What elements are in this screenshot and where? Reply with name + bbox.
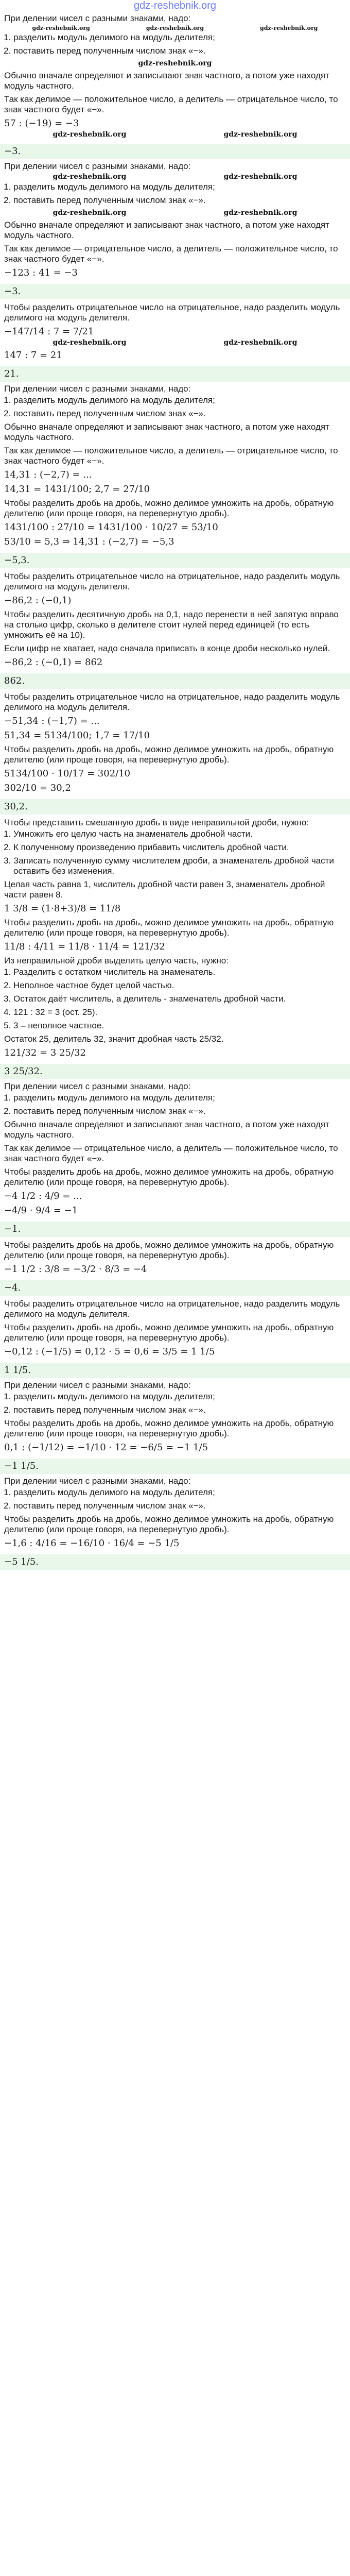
formula: 302/10 = 30,2 [4,783,71,793]
formula: −4/9 · 9/4 = −1 [4,1205,78,1216]
formula: −51,34 : (−1,7) = ... [4,716,100,726]
rule-step: 1. разделить модуль делимого на модуль делителя; [13,182,346,192]
rule-intro: При делении чисел с разными знаками, надо: [4,1081,191,1091]
formula: 51,34 = 5134/100; 1,7 = 17/10 [4,730,150,741]
rule-paragraph: Чтобы разделить дробь на дробь, можно делимое умножить на дробь, обратную делителю (или проще говоря, на перевернутую дробь). [4,1167,334,1187]
watermark: gdz-reshebnik.org [32,25,90,31]
formula: 11/8 : 4/11 = 11/8 · 11/4 = 121/32 [4,941,165,952]
rule-paragraph: Чтобы разделить отрицательное число на отрицательное, надо разделить модуль делимого на модуль делителя. [4,302,340,323]
formula: 14,31 = 1431/100; 2,7 = 27/10 [4,484,150,495]
formula: −4 1/2 : 4/9 = ... [4,1191,82,1201]
rule-step: 1. разделить модуль делимого на модуль делителя; [13,1487,346,1498]
answer: −3. [0,144,350,159]
rule-step: 2. поставить перед полученным числом знак «−». [13,1405,346,1415]
rule-paragraph: Обычно вначале определяют и записывают знак частного, а потом уже находят модуль частного. [4,220,329,240]
watermark: gdz-reshebnik.org [52,173,127,181]
solution-3 [0,302,350,361]
answer: −1. [0,1222,350,1237]
formula: −0,12 : (−1/5) = 0,12 · 5 = 0,6 = 3/5 = 1 1/5 [4,1346,215,1357]
watermark: gdz-reshebnik.org [52,130,127,139]
formula: −147/14 : 7 = 7/21 [4,326,94,337]
formula: 121/32 = 3 25/32 [4,1047,86,1058]
formula: −86,2 : (−0,1) [4,595,72,606]
answer: 3 25/32. [0,1064,350,1079]
rule-step: 1. разделить модуль делимого на модуль делителя; [13,32,346,43]
rule-paragraph: Чтобы разделить дробь на дробь, можно делимое умножить на дробь, обратную делителю (или проще говоря, на перевернутую дробь). [4,1240,334,1260]
rule-paragraph: Из неправильной дроби выделить целую часть, нужно: [4,956,229,965]
rule-paragraph: Так как делимое — положительное число, а делитель — отрицательное число, то знак частного будет «−». [4,446,338,466]
watermark: gdz-reshebnik.org [138,59,212,67]
watermark: gdz-reshebnik.org [223,209,297,217]
watermark: gdz-reshebnik.org [146,25,204,31]
solution-4 [0,384,350,548]
answer: 30,2. [0,799,350,815]
rule-paragraph: Чтобы разделить отрицательное число на отрицательное, надо разделить модуль делимого на модуль делителя. [4,571,340,591]
solution-9 [0,1240,350,1275]
rule-paragraph: Обычно вначале определяют и записывают знак частного, а потом уже находят модуль частного. [4,422,329,442]
formula: 147 : 7 = 21 [4,350,62,361]
rule-steps [4,182,346,206]
rule-steps [4,32,346,56]
rule-paragraph: Чтобы разделить дробь на дробь, можно делимое умножить на дробь, обратную делителю (или проще говоря, на перевернутую дробь). [4,1418,334,1438]
formula: 14,31 : (−2,7) = ... [4,469,92,480]
rule-steps [4,1093,346,1116]
watermark: gdz-reshebnik.org [260,25,318,31]
rule-paragraph: Обычно вначале определяют и записывают знак частного, а потом уже находят модуль частного. [4,71,329,91]
rule-steps [4,395,346,419]
solution-5 [0,571,350,668]
rule-step: 2. поставить перед полученным числом знак «−». [13,409,346,419]
watermark: gdz-reshebnik.org [52,338,127,347]
solution-8 [0,1081,350,1216]
formula: 5134/100 · 10/17 = 302/10 [4,768,131,779]
rule-step: 1. разделить модуль делимого на модуль делителя; [13,1093,346,1103]
formula: 57 : (−19) = −3 [4,118,79,129]
site-title[interactable]: gdz-reshebnik.org [133,0,217,11]
rule-paragraph: Чтобы разделить отрицательное число на отрицательное, надо разделить модуль делимого на модуль делителя. [4,1299,340,1319]
rule-paragraph: Целая часть равна 1, числитель дробной части равен 3, знаменатель дробной части равен 8. [4,879,325,900]
answer: 21. [0,366,350,382]
solution-10 [0,1299,350,1358]
watermark: gdz-reshebnik.org [223,173,297,181]
rule-paragraph: Чтобы разделить дробь на дробь, можно делимое умножить на дробь, обратную делителю (или проще говоря, на перевернутую дробь). [4,1514,334,1534]
formula: 0,1 : (−1/12) = −1/10 · 12 = −6/5 = −1 1/5 [4,1442,208,1453]
site-header [0,0,350,11]
rule-intro: При делении чисел с разными знаками, надо: [4,384,191,394]
extract-step: 5. 3 – неполное частное. [13,1021,346,1031]
rule-intro: При делении чисел с разными знаками, надо: [4,161,191,171]
rule-paragraph: Чтобы разделить десятичную дробь на 0,1, надо перенести в ней запятую вправо на столько цифр, сколько в делителе стоит нулей перед единицей (то есть умножить её на 10). [4,609,339,640]
formula: 1 3/8 = (1·8+3)/8 = 11/8 [4,903,121,914]
extract-step: 3. Остаток даёт числитель, а делитель - знаменатель дробной части. [13,994,346,1004]
formula: −123 : 41 = −3 [4,267,78,278]
formula: 53/10 = 5,3 ⇒ 14,31 : (−2,7) = −5,3 [4,536,174,547]
answer: −5 1/5. [0,1554,350,1570]
answer: 862. [0,673,350,689]
rule-paragraph: Чтобы представить смешанную дробь в виде неправильной дроби, нужно: [4,818,309,827]
rule-intro: При делении чисел с разными знаками, надо: [4,1380,191,1390]
mixed-steps [4,829,346,876]
rule-step: 2. поставить перед полученным числом знак «−». [13,1501,346,1511]
answer: −3. [0,284,350,299]
answer: −1 1/5. [0,1459,350,1474]
formula: −86,2 : (−0,1) = 862 [4,657,103,668]
rule-step: 2. поставить перед полученным числом знак «−». [13,195,346,206]
formula: −1,6 : 4/16 = −16/10 · 16/4 = −5 1/5 [4,1538,180,1549]
extract-step: 2. Неполное частное будет целой частью. [13,980,346,991]
watermark: gdz-reshebnik.org [223,130,297,139]
rule-paragraph: Остаток 25, делитель 32, значит дробная часть 25/32. [4,1034,224,1044]
rule-paragraph: Чтобы разделить дробь на дробь, можно делимое умножить на дробь, обратную делителю (или проще говоря, на перевернутую дробь). [4,1323,334,1343]
solution-11 [0,1380,350,1453]
formula: 1431/100 : 27/10 = 1431/100 · 10/27 = 53/10 [4,522,218,533]
rule-intro: При делении чисел с разными знаками, надо: [4,13,191,23]
rule-step: 2. поставить перед полученным числом знак «−». [13,46,346,56]
solution-6 [0,692,350,794]
rule-paragraph: Обычно вначале определяют и записывают знак частного, а потом уже находят модуль частного. [4,1120,329,1140]
rule-step: 1. разделить модуль делимого на модуль делителя; [13,1392,346,1402]
rule-paragraph: Так как делимое — отрицательное число, а делитель — положительное число, то знак частного будет «−». [4,1143,338,1163]
solution-2 [0,161,350,279]
extract-step: 1. Разделить с остатком числитель на знаменатель. [13,967,346,977]
rule-step: 1. разделить модуль делимого на модуль делителя; [13,395,346,405]
rule-paragraph: Так как делимое — отрицательное число, а делитель — положительное число, то знак частного будет «−». [4,244,338,264]
answer: 1 1/5. [0,1363,350,1378]
rule-step: 2. поставить перед полученным числом знак «−». [13,1106,346,1116]
extract-steps [4,967,346,1031]
solution-12 [0,1476,350,1549]
rule-paragraph: Чтобы разделить дробь на дробь, можно делимое умножить на дробь, обратную делителю (или проще говоря, на перевернутую дробь). [4,498,334,518]
formula: −1 1/2 : 3/8 = −3/2 · 8/3 = −4 [4,1264,147,1275]
mixed-step: 2. К полученному произведению прибавить числитель дробной части. [13,842,346,853]
rule-steps [4,1487,346,1511]
watermark: gdz-reshebnik.org [223,338,297,347]
mixed-step: 1. Умножить его целую часть на знаменатель дробной части. [13,829,346,839]
rule-paragraph: Если цифр не хватает, надо сначала приписать в конце дроби несколько нулей. [4,643,330,653]
rule-paragraph: Чтобы разделить отрицательное число на отрицательное, надо разделить модуль делимого на модуль делителя. [4,692,340,712]
rule-paragraph: Чтобы разделить дробь на дробь, можно делимое умножить на дробь, обратную делителю (или проще говоря, на перевернутую дробь). [4,744,334,765]
rule-paragraph: Чтобы разделить дробь на дробь, можно делимое умножить на дробь, обратную делителю (или проще говоря, на перевернутую дробь). [4,918,334,938]
rule-steps [4,1392,346,1415]
answer: −4. [0,1280,350,1296]
solution-7 [0,818,350,1059]
watermark: gdz-reshebnik.org [52,209,127,217]
answer: −5,3. [0,553,350,568]
rule-intro: При делении чисел с разными знаками, надо: [4,1476,191,1486]
extract-step: 4. 121 : 32 = 3 (ост. 25). [13,1007,346,1018]
solution-1 [0,13,350,139]
mixed-step: 3. Записать полученную сумму числителем дроби, а знаменатель дробной части оставить без изменения. [13,856,346,876]
rule-paragraph: Так как делимое — положительное число, а делитель — отрицательное число, то знак частного будет «−». [4,94,338,114]
